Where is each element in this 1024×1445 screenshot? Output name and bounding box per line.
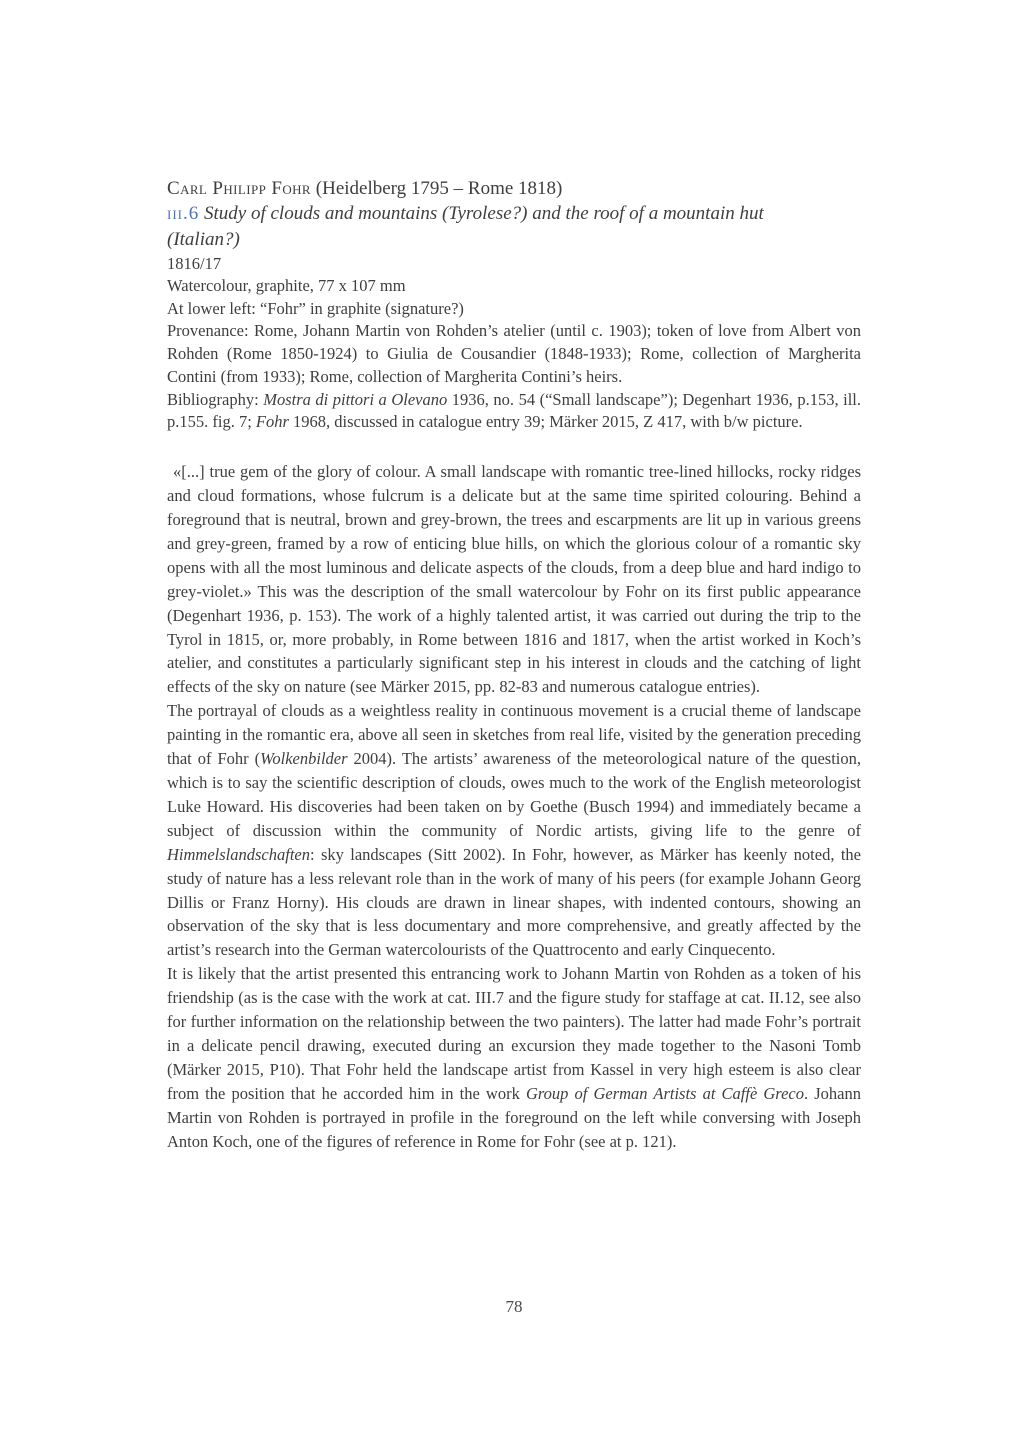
provenance-paragraph: Provenance: Rome, Johann Martin von Rohden’s atelier (until c. 1903); token of love from Albert von Rohden (Rome 1850-1924) to Giulia de Cousandier (1848-1933); Rome, collection of Margherita Contini (from 1933); Rome, collection of Margherita Contini’s heirs.: [167, 321, 861, 386]
text-run: Carl Philipp Fohr: [167, 178, 312, 199]
text-run: 2004). The artists’ awareness of the meteorological nature of the question, which is to say the scientific description of clouds, owes much to the work of the English meteorologist Luke Howard. His discoveries had been taken on by Goethe (Busch 1994) and immediately became a subject of discussion within the community of Nordic artists, giving life to the genre of: [167, 749, 862, 840]
essay-body: [167, 460, 861, 1153]
text-run: Himmelslandschaften: [167, 844, 310, 864]
text-run: Group of German Artists at Caffè Greco: [525, 1083, 805, 1103]
text-run: 1936, no. 54 (“Small landscape”); Degenhart 1936, p.153, ill. p.155. fig. 7;: [167, 389, 861, 432]
text-run: Wolkenbilder: [260, 749, 348, 769]
page-number: 78: [505, 1297, 523, 1316]
text-run: Bibliography:: [167, 389, 264, 409]
text-run: «[...] true gem of the glory of colour. A small landscape with romantic tree-lined hillocks, rocky ridges and cloud formations, whose fulcrum is a delicate but at the same time spirited colouring. Behind a foreground that is neutral, brown and grey-brown, the trees and escarpments are lit up in various greens and grey-green, framed by a row of enticing blue hills, on which the glorious colour of a romantic sky opens with all the most luminous and delicate aspects of the clouds, from a deep blue and hard indigo to grey-violet.» This was the description of the small watercolour by Fohr on its first public appearance (Degenhart 1936, p. 153). The work of a highly talented artist, it was carried out during the trip to the Tyrol in 1815, or, more probably, in Rome between 1816 and 1817, when the artist worked in Koch’s atelier, and constitutes a particularly significant step in his interest in clouds and the catching of light effects of the sky on nature (see Märker 2015, pp. 82-83 and numerous catalogue entries).: [167, 462, 861, 697]
text-run: Study of clouds and mountains (Tyrolese?) and the roof of a mountain hut (Italian?): [167, 203, 764, 250]
text-run: 1968, discussed in catalogue entry 39; Märker 2015, Z 417, with b/w picture.: [288, 412, 803, 432]
text-run: It is likely that the artist presented this entrancing work to Johann Martin von Rohden as a token of his friendship (as is the case with the work at cat. III.7 and the figure study for staffage at cat. II.12, see also for further information on the relationship between the two painters). The latter had made Fohr’s portrait in a delicate pencil drawing, executed during an excursion they made together to the Nasoni Tomb (Märker 2015, P10). That Fohr held the landscape artist from Kassel in very high esteem is also clear from the position that he accorded him in the work: [167, 964, 861, 1103]
work-title: [167, 201, 827, 253]
body-paragraph-3: [167, 962, 861, 1153]
text-run: . Johann Martin von Rohden is portrayed in profile in the foreground on the left while conversing with Joseph Anton Koch, one of the figures of reference in Rome for Fohr (see at p. 121).: [167, 1083, 861, 1151]
work-inscription: At lower left: “Fohr” in graphite (signature?): [167, 298, 464, 318]
work-date: 1816/17: [167, 254, 222, 273]
text-block: [167, 176, 861, 1153]
work-medium: Watercolour, graphite, 77 x 107 mm: [167, 276, 406, 296]
artist-heading: [167, 176, 861, 201]
body-paragraph-2: [167, 699, 861, 962]
text-run: Fohr: [255, 412, 289, 432]
bibliography-paragraph: [167, 389, 861, 435]
text-run: : sky landscapes (Sitt 2002). In Fohr, however, as Märker has keenly noted, the study of nature has a less relevant role than in the work of many of his peers (for example Johann Georg Dillis or Franz Horny). His clouds are drawn in linear shapes, with indented contours, showing an observation of the sky that is less documentary and more comprehensive, and greatly affected by the artist’s research into the German watercolourists of the Quattrocento and early Cinquecento.: [167, 844, 861, 960]
text-run: iii.6: [167, 203, 200, 224]
body-paragraph-1: [167, 460, 861, 699]
text-run: (Heidelberg 1795 – Rome 1818): [311, 178, 563, 199]
text-run: Mostra di pittori a Olevano: [263, 389, 448, 409]
text-run: The portrayal of clouds as a weightless reality in continuous movement is a crucial theme of landscape painting in the romantic era, above all seen in sketches from real life, visited by the generation preceding that of Fohr (: [167, 701, 861, 769]
